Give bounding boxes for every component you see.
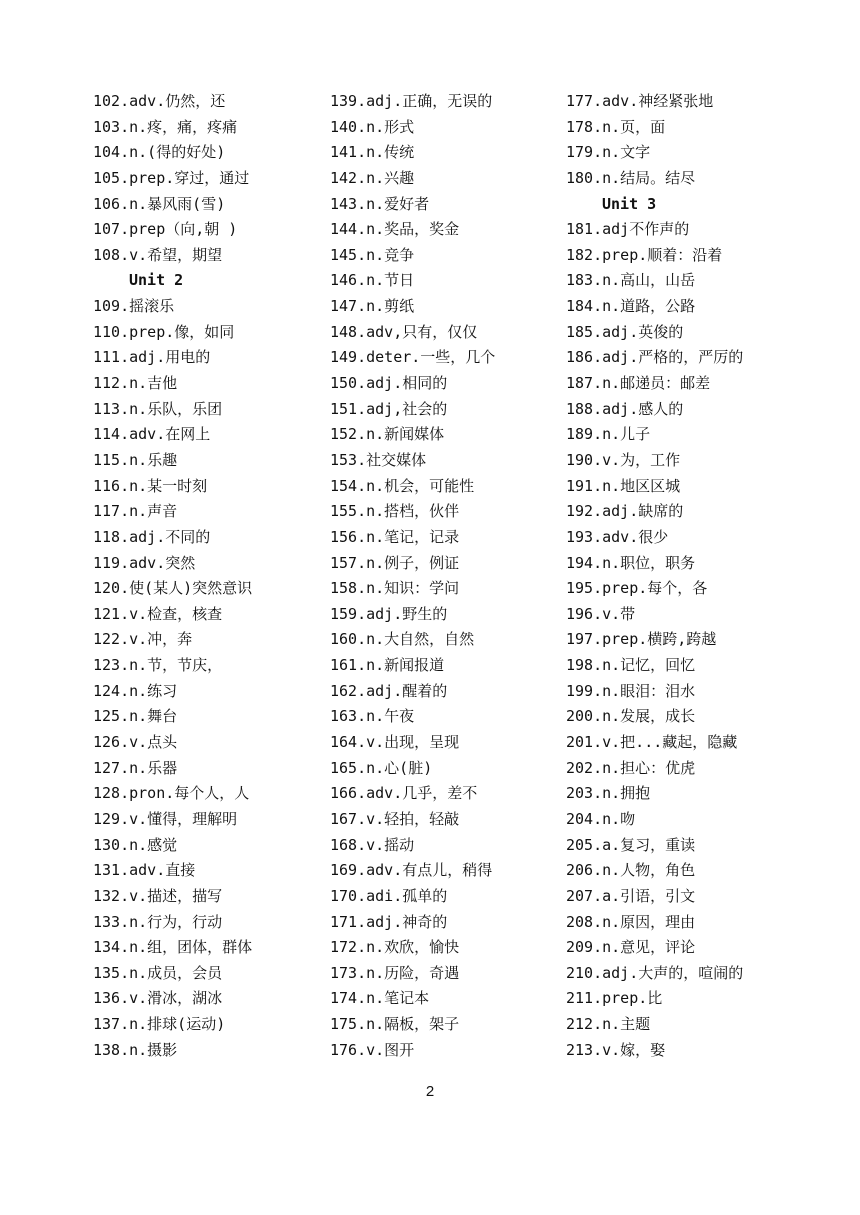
vocab-entry: 197.prep.横跨,跨越 (566, 630, 717, 649)
vocab-entry: 203.n.拥抱 (566, 784, 651, 803)
vocab-entry: 169.adv.有点儿，稍得 (330, 861, 493, 880)
vocab-entry: 204.n.吻 (566, 809, 636, 828)
vocab-entry: 193.adv.很少 (566, 527, 669, 546)
vocab-entry: 104.n.(得的好处) (93, 143, 226, 162)
vocab-entry: 136.v.滑冰，湖冰 (93, 989, 223, 1008)
vocab-entry: 120.使(某人)突然意识 (93, 579, 253, 598)
vocab-entry: 209.n.意见，评论 (566, 938, 696, 957)
vocab-entry: 129.v.懂得，理解明 (93, 809, 238, 828)
vocab-entry: 143.n.爱好者 (330, 194, 430, 213)
vocab-entry: 109.摇滚乐 (93, 297, 175, 316)
vocab-entry: 199.n.眼泪：泪水 (566, 681, 696, 700)
vocab-entry: 174.n.笔记本 (330, 989, 430, 1008)
vocab-entry: 163.n.午夜 (330, 707, 415, 726)
vocab-entry: 172.n.欢欣，愉快 (330, 938, 460, 957)
vocab-entry: 154.n.机会，可能性 (330, 476, 475, 495)
vocab-entry: 205.a.复习，重读 (566, 835, 696, 854)
vocab-entry: 191.n.地区区城 (566, 476, 681, 495)
column-1 (93, 89, 252, 1063)
vocab-entry: 161.n.新闻报道 (330, 656, 445, 675)
vocab-entry: 123.n.节，节庆， (93, 656, 223, 675)
vocab-entry: 208.n.原因，理由 (566, 912, 696, 931)
vocab-entry: 186.adj.严格的，严厉的 (566, 348, 744, 367)
vocab-entry: 142.n.兴趣 (330, 168, 415, 187)
vocab-entry: 139.adj.正确，无误的 (330, 92, 493, 110)
vocab-entry: 111.adj.用电的 (93, 348, 211, 367)
vocab-entry: 126.v.点头 (93, 733, 178, 752)
vocab-entry: 181.adj不作声的 (566, 220, 690, 239)
vocab-entry: 195.prep.每个，各 (566, 579, 708, 598)
vocab-entry: 112.n.吉他 (93, 374, 178, 393)
vocab-entry: 127.n.乐器 (93, 758, 178, 777)
vocab-entry: 168.v.摇动 (330, 835, 415, 854)
vocab-entry: 196.v.带 (566, 604, 636, 623)
vocab-entry: 113.n.乐队，乐团 (93, 399, 223, 418)
vocab-entry: 151.adj,社会的 (330, 399, 448, 418)
vocab-entry: 125.n.舞台 (93, 707, 178, 726)
vocab-entry: 153.社交媒体 (330, 450, 427, 469)
vocab-entry: 158.n.知识：学问 (330, 579, 460, 598)
vocab-entry: 212.n.主题 (566, 1015, 651, 1034)
vocab-entry: 150.adj.相同的 (330, 374, 448, 393)
vocab-entry: 157.n.例子，例证 (330, 553, 460, 572)
vocab-entry: 185.adj.英俊的 (566, 322, 684, 341)
vocab-entry: 202.n.担心：优虎 (566, 758, 696, 777)
vocab-entry: 159.adj.野生的 (330, 604, 448, 623)
vocab-entry: 124.n.练习 (93, 681, 178, 700)
vocab-entry: 170.adi.孤单的 (330, 886, 448, 905)
vocab-entry: 165.n.心(脏) (330, 758, 433, 777)
vocab-entry: 183.n.高山，山岳 (566, 271, 696, 290)
vocab-entry: 155.n.搭档，伙伴 (330, 502, 460, 521)
vocab-entry: 178.n.页，面 (566, 117, 666, 136)
unit-heading: Unit 2 (129, 271, 184, 290)
vocab-entry: 189.n.儿子 (566, 425, 651, 444)
vocab-entry: 130.n.感觉 (93, 835, 178, 854)
vocab-entry: 110.prep.像，如同 (93, 322, 235, 341)
vocab-entry: 132.v.描述，描写 (93, 886, 223, 905)
vocab-entry: 184.n.道路，公路 (566, 297, 696, 316)
vocab-entry: 128.pron.每个人，人 (93, 784, 250, 803)
vocab-entry: 213.v.嫁，娶 (566, 1040, 666, 1059)
vocab-entry: 162.adj.醒着的 (330, 681, 448, 700)
vocab-entry: 116.n.某一时刻 (93, 476, 208, 495)
page-number: 2 (425, 1083, 435, 1100)
vocab-entry: 194.n.职位，职务 (566, 553, 696, 572)
vocab-entry: 145.n.竞争 (330, 245, 415, 264)
vocab-entry: 135.n.成员，会员 (93, 963, 223, 982)
vocab-entry: 115.n.乐趣 (93, 450, 178, 469)
vocab-entry: 106.n.暴风雨(雪) (93, 194, 226, 213)
vocab-entry: 119.adv.突然 (93, 553, 196, 572)
column-2 (330, 89, 495, 1063)
vocab-entry: 198.n.记忆，回忆 (566, 656, 696, 675)
vocab-entry: 187.n.邮递员：邮差 (566, 374, 711, 393)
vocab-entry: 133.n.行为，行动 (93, 912, 223, 931)
vocab-entry: 210.adj.大声的，喧闹的 (566, 963, 744, 982)
vocab-entry: 188.adj.感人的 (566, 399, 684, 418)
vocab-entry: 171.adj.神奇的 (330, 912, 448, 931)
vocab-entry: 152.n.新闻媒体 (330, 425, 445, 444)
vocab-entry: 105.prep.穿过，通过 (93, 168, 250, 187)
vocab-entry: 140.n.形式 (330, 117, 415, 136)
vocab-entry: 102.adv.仍然，还 (93, 92, 226, 110)
vocab-entry: 175.n.隔板，架子 (330, 1015, 460, 1034)
vocab-entry: 207.a.引语，引文 (566, 886, 696, 905)
vocab-entry: 201.v.把...藏起，隐藏 (566, 733, 738, 752)
vocab-entry: 137.n.排球(运动) (93, 1015, 226, 1034)
vocab-entry: 144.n.奖品，奖金 (330, 220, 460, 239)
vocab-entry: 122.v.冲，奔 (93, 630, 193, 649)
vocab-entry: 149.deter.一些，几个 (330, 348, 496, 367)
vocab-entry: 134.n.组，团体，群体 (93, 938, 253, 957)
vocab-entry: 117.n.声音 (93, 502, 178, 521)
vocab-entry: 131.adv.直接 (93, 861, 196, 880)
vocab-entry: 160.n.大自然，自然 (330, 630, 475, 649)
vocab-entry: 179.n.文字 (566, 143, 651, 162)
vocab-entry: 177.adv.神经紧张地 (566, 92, 714, 110)
vocab-entry: 192.adj.缺席的 (566, 502, 684, 521)
vocab-entry: 180.n.结局。结尽 (566, 168, 696, 187)
column-3 (566, 89, 743, 1063)
vocab-entry: 103.n.疼，痛，疼痛 (93, 117, 238, 136)
vocab-entry: 167.v.轻拍，轻敲 (330, 809, 460, 828)
vocab-entry: 114.adv.在网上 (93, 425, 211, 444)
vocab-entry: 148.adv,只有，仅仅 (330, 322, 478, 341)
vocab-entry: 211.prep.比 (566, 989, 663, 1008)
vocab-entry: 166.adv.几乎，差不 (330, 784, 478, 803)
vocab-entry: 156.n.笔记，记录 (330, 527, 460, 546)
vocab-entry: 118.adj.不同的 (93, 527, 211, 546)
vocab-entry: 146.n.节日 (330, 271, 415, 290)
vocab-entry: 173.n.历险，奇遇 (330, 963, 460, 982)
vocab-entry: 107.prep（向,朝 ) (93, 220, 238, 239)
vocab-entry: 200.n.发展，成长 (566, 707, 696, 726)
vocab-entry: 182.prep.顺着：沿着 (566, 245, 723, 264)
vocab-entry: 206.n.人物，角色 (566, 861, 696, 880)
vocab-entry: 164.v.出现，呈现 (330, 733, 460, 752)
unit-heading: Unit 3 (602, 194, 657, 213)
vocab-entry: 147.n.剪纸 (330, 297, 415, 316)
vocab-entry: 141.n.传统 (330, 143, 415, 162)
vocab-entry: 138.n.摄影 (93, 1040, 178, 1059)
vocab-entry: 108.v.希望，期望 (93, 245, 223, 264)
vocab-entry: 190.v.为，工作 (566, 450, 681, 469)
vocab-entry: 176.v.图开 (330, 1040, 415, 1059)
vocab-entry: 121.v.检查，核查 (93, 604, 223, 623)
